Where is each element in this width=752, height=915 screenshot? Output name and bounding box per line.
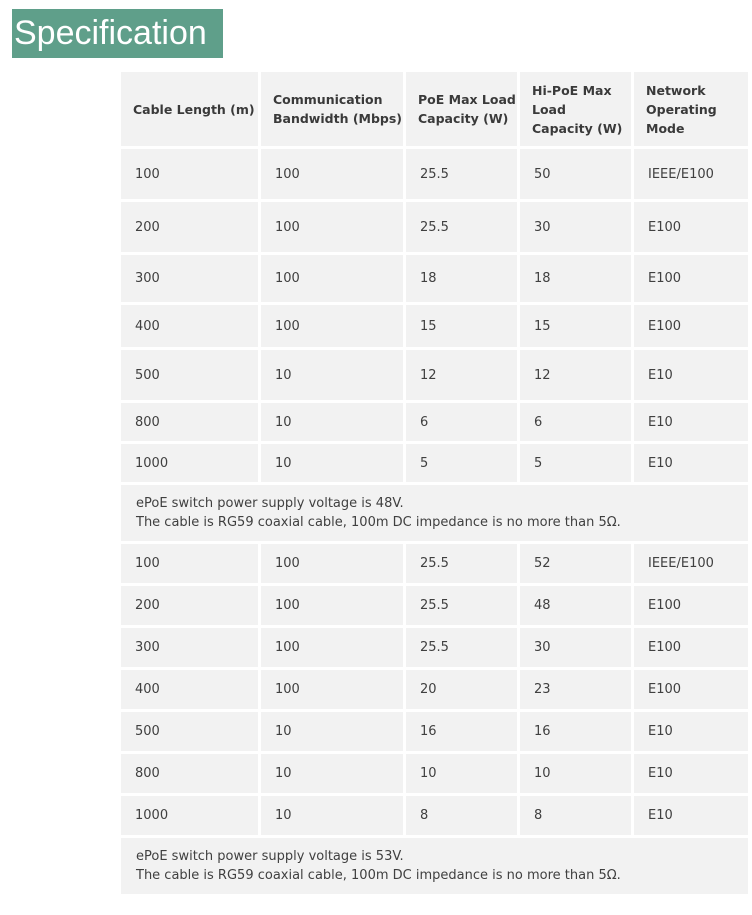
cell-bandwidth: 10 (258, 712, 403, 751)
cell-network-mode: E10 (631, 403, 748, 441)
table-note-48v (121, 485, 748, 541)
cell-hipoe-max: 12 (517, 350, 631, 400)
cell-bandwidth: 100 (258, 586, 403, 625)
spec-table (121, 72, 748, 897)
table-row (121, 586, 748, 625)
cell-network-mode: E100 (631, 670, 748, 709)
cell-bandwidth: 100 (258, 149, 403, 199)
cell-bandwidth: 10 (258, 754, 403, 793)
cell-bandwidth: 100 (258, 202, 403, 252)
cell-hipoe-max: 30 (517, 628, 631, 667)
cell-network-mode: E10 (631, 754, 748, 793)
table-row (121, 712, 748, 751)
cell-hipoe-max: 52 (517, 544, 631, 583)
cell-network-mode: E100 (631, 586, 748, 625)
table-row (121, 444, 748, 482)
cell-network-mode: E10 (631, 712, 748, 751)
cell-hipoe-max: 5 (517, 444, 631, 482)
cell-cable-length: 500 (135, 724, 160, 739)
cell-poe-max: 25.5 (403, 628, 517, 667)
cell-cable-length: 400 (135, 318, 160, 334)
cell-poe-max: 8 (403, 796, 517, 835)
cell-hipoe-max: 48 (517, 586, 631, 625)
cell-network-mode: IEEE/E100 (631, 149, 748, 199)
table-row (121, 754, 748, 793)
cell-poe-max: 10 (403, 754, 517, 793)
cell-network-mode: E100 (631, 255, 748, 302)
table-row (121, 255, 748, 302)
cell-cable-length: 200 (135, 598, 160, 613)
cell-hipoe-max: 6 (517, 403, 631, 441)
cell-hipoe-max: 23 (517, 670, 631, 709)
cell-cable-length: 100 (135, 166, 160, 182)
cell-hipoe-max: 30 (517, 202, 631, 252)
cell-bandwidth: 100 (258, 670, 403, 709)
cell-bandwidth: 100 (258, 544, 403, 583)
note-cable: The cable is RG59 coaxial cable, 100m DC impedance is no more than 5Ω. (136, 868, 621, 883)
table-row (121, 305, 748, 347)
table-row (121, 670, 748, 709)
cell-cable-length: 800 (135, 414, 160, 430)
cell-bandwidth: 10 (258, 350, 403, 400)
cell-poe-max: 25.5 (403, 586, 517, 625)
cell-bandwidth: 100 (258, 255, 403, 302)
note-voltage: ePoE switch power supply voltage is 48V. (136, 496, 404, 511)
cell-bandwidth: 100 (258, 628, 403, 667)
table-row (121, 403, 748, 441)
cell-hipoe-max: 10 (517, 754, 631, 793)
cell-bandwidth: 100 (258, 305, 403, 347)
header-bandwidth: Communication Bandwidth (Mbps) (258, 72, 403, 146)
table-row (121, 149, 748, 199)
cell-cable-length: 300 (135, 640, 160, 655)
cell-bandwidth: 10 (258, 403, 403, 441)
cell-poe-max: 18 (403, 255, 517, 302)
cell-cable-length: 200 (135, 219, 160, 235)
cell-cable-length: 800 (135, 766, 160, 781)
header-hipoe-max: Hi-PoE Max Load Capacity (W) (517, 72, 631, 146)
cell-poe-max: 16 (403, 712, 517, 751)
cell-hipoe-max: 8 (517, 796, 631, 835)
cell-network-mode: E10 (631, 350, 748, 400)
note-voltage: ePoE switch power supply voltage is 53V. (136, 849, 404, 864)
cell-bandwidth: 10 (258, 796, 403, 835)
table-row (121, 544, 748, 583)
table-group-53v (121, 544, 748, 835)
cell-cable-length: 300 (135, 271, 160, 286)
cell-poe-max: 25.5 (403, 202, 517, 252)
header-cable-length: Cable Length (m) (133, 101, 255, 117)
table-row (121, 350, 748, 400)
table-row (121, 202, 748, 252)
cell-cable-length: 500 (135, 367, 160, 383)
cell-network-mode: E100 (631, 202, 748, 252)
cell-network-mode: E100 (631, 628, 748, 667)
cell-hipoe-max: 50 (517, 149, 631, 199)
cell-network-mode: IEEE/E100 (631, 544, 748, 583)
cell-cable-length: 400 (135, 682, 160, 697)
cell-hipoe-max: 16 (517, 712, 631, 751)
cell-poe-max: 12 (403, 350, 517, 400)
cell-network-mode: E100 (631, 305, 748, 347)
cell-poe-max: 25.5 (403, 544, 517, 583)
cell-bandwidth: 10 (258, 444, 403, 482)
cell-poe-max: 20 (403, 670, 517, 709)
table-row (121, 628, 748, 667)
cell-poe-max: 15 (403, 305, 517, 347)
cell-network-mode: E10 (631, 444, 748, 482)
table-row (121, 796, 748, 835)
cell-poe-max: 25.5 (403, 149, 517, 199)
cell-poe-max: 6 (403, 403, 517, 441)
cell-network-mode: E10 (631, 796, 748, 835)
page-title: Specification (12, 9, 223, 58)
header-poe-max: PoE Max Load Capacity (W) (403, 72, 517, 146)
note-cable: The cable is RG59 coaxial cable, 100m DC impedance is no more than 5Ω. (136, 515, 621, 530)
cell-hipoe-max: 15 (517, 305, 631, 347)
table-note-53v (121, 838, 748, 894)
cell-poe-max: 5 (403, 444, 517, 482)
table-header-row (121, 72, 748, 146)
cell-hipoe-max: 18 (517, 255, 631, 302)
cell-cable-length: 1000 (135, 808, 169, 823)
header-network-mode: Network Operating Mode (631, 72, 748, 146)
cell-cable-length: 100 (135, 556, 160, 571)
cell-cable-length: 1000 (135, 455, 169, 471)
table-group-48v (121, 149, 748, 482)
